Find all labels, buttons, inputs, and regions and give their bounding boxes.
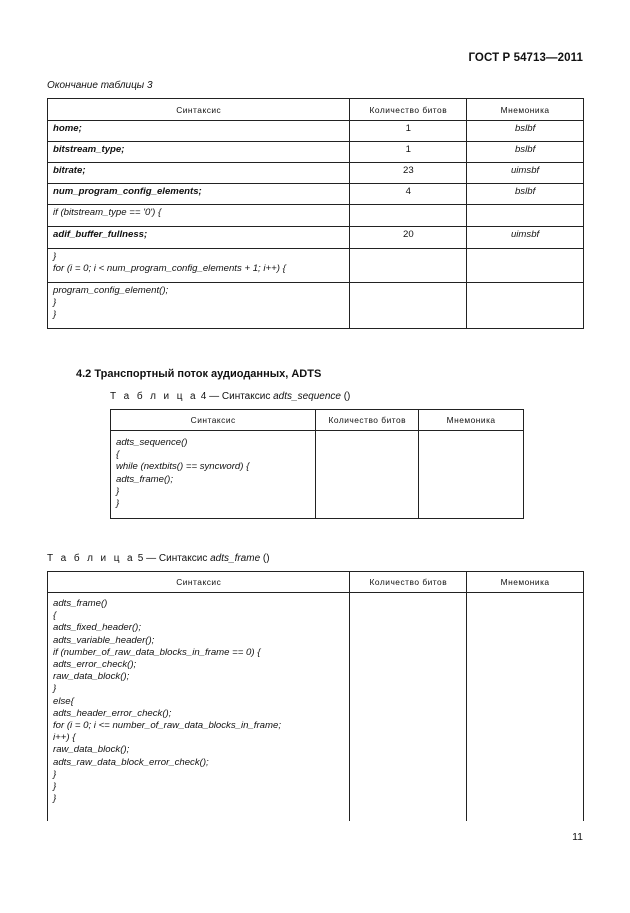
mnemonic-cell: bslbf (467, 142, 584, 163)
bits-cell: 4 (350, 184, 467, 205)
code-line: adts_sequence() (116, 437, 188, 448)
syntax-cell: bitrate; (48, 163, 350, 184)
code-line: if (number_of_raw_data_blocks_in_frame == 0) { (53, 646, 261, 658)
code-line: adts_raw_data_block_error_check(); (53, 756, 209, 768)
table4-caption (110, 391, 350, 402)
caption-number: 4 (200, 391, 207, 402)
code-line: } (53, 309, 57, 321)
header-mnemonic: Мнемоника (467, 99, 584, 121)
code-line: while (nextbits() == syncword) { (116, 461, 250, 473)
bits-cell (350, 283, 467, 329)
code-line: for (i = 0; i < num_program_config_elements + 1; i++) { (53, 263, 286, 275)
table5-caption (47, 553, 270, 564)
syntax-cell (48, 593, 350, 821)
mnemonic-cell (419, 431, 524, 519)
code-line: adts_error_check(); (53, 659, 137, 671)
header-bits: Количество битов (316, 410, 419, 431)
table-3 (47, 98, 584, 329)
code-line: } (116, 498, 120, 510)
mnemonic-cell: bslbf (467, 121, 584, 142)
code-line: adts_frame(); (116, 473, 174, 485)
mnemonic-cell (467, 593, 584, 821)
section-title: 4.2 Транспортный поток аудиоданных, ADTS (76, 368, 322, 380)
caption-label: Т а б л и ц а (110, 391, 198, 402)
header-syntax: Синтаксис (48, 99, 350, 121)
bits-cell: 1 (350, 121, 467, 142)
table3-continuation-caption: Окончание таблицы 3 (47, 80, 153, 91)
mnemonic-cell (467, 249, 584, 283)
code-line: program_config_element(); (53, 285, 169, 296)
caption-text: — Синтаксис (206, 391, 274, 402)
syntax-cell: adif_buffer_fullness; (48, 227, 350, 249)
table-row (111, 431, 524, 519)
code-line: else{ (53, 695, 74, 707)
standard-number: ГОСТ Р 54713—2011 (468, 52, 583, 64)
table-row (48, 283, 584, 329)
caption-function: adts_frame (210, 553, 261, 564)
header-mnemonic: Мнемоника (419, 410, 524, 431)
table-row (48, 121, 584, 142)
syntax-cell: home; (48, 121, 350, 142)
code-line: } (53, 297, 57, 309)
header-bits: Количество битов (350, 99, 467, 121)
caption-text: — Синтаксис (143, 553, 211, 564)
mnemonic-cell (467, 283, 584, 329)
mnemonic-cell (467, 205, 584, 227)
bits-cell (316, 431, 419, 519)
table-4 (110, 409, 524, 519)
code-line: } (53, 251, 57, 262)
table-row (48, 142, 584, 163)
table-5 (47, 571, 584, 821)
caption-suffix: () (340, 391, 351, 402)
page-number: 11 (572, 831, 583, 843)
caption-function: adts_sequence (273, 391, 341, 402)
bits-cell (350, 205, 467, 227)
code-line: } (53, 768, 57, 780)
mnemonic-cell: bslbf (467, 184, 584, 205)
caption-suffix: () (260, 553, 270, 564)
code-line: for (i = 0; i <= number_of_raw_data_blocks_in_frame; (53, 720, 281, 732)
code-line: } (116, 485, 120, 497)
code-line: raw_data_block(); (53, 744, 130, 756)
code-line: { (53, 610, 57, 622)
caption-number: 5 (137, 553, 144, 564)
code-line: adts_fixed_header(); (53, 622, 141, 634)
code-line: adts_header_error_check(); (53, 707, 172, 719)
table-row (48, 184, 584, 205)
bits-cell (350, 249, 467, 283)
table-row (48, 163, 584, 184)
table-row (48, 249, 584, 283)
mnemonic-cell: uimsbf (467, 163, 584, 184)
bits-cell: 23 (350, 163, 467, 184)
code-line: raw_data_block(); (53, 671, 130, 683)
code-line: } (53, 683, 57, 695)
code-line: i++) { (53, 732, 76, 744)
header-mnemonic: Мнемоника (467, 572, 584, 593)
code-line: } (53, 781, 57, 793)
table-row (48, 205, 584, 227)
syntax-cell (48, 249, 350, 283)
header-syntax: Синтаксис (48, 572, 350, 593)
code-line: adts_frame() (53, 598, 108, 609)
code-line: { (116, 449, 120, 461)
syntax-cell (48, 283, 350, 329)
mnemonic-cell: uimsbf (467, 227, 584, 249)
syntax-cell (111, 431, 316, 519)
table-row (48, 227, 584, 249)
bits-cell (350, 593, 467, 821)
header-syntax: Синтаксис (111, 410, 316, 431)
bits-cell: 20 (350, 227, 467, 249)
bits-cell: 1 (350, 142, 467, 163)
syntax-cell: num_program_config_elements; (48, 184, 350, 205)
code-line: } (53, 793, 57, 805)
code-line: adts_variable_header(); (53, 634, 155, 646)
header-bits: Количество битов (350, 572, 467, 593)
syntax-cell: bitstream_type; (48, 142, 350, 163)
syntax-cell: if (bitstream_type == '0') { (48, 205, 350, 227)
table-row (48, 593, 584, 821)
caption-label: Т а б л и ц а (47, 553, 135, 564)
